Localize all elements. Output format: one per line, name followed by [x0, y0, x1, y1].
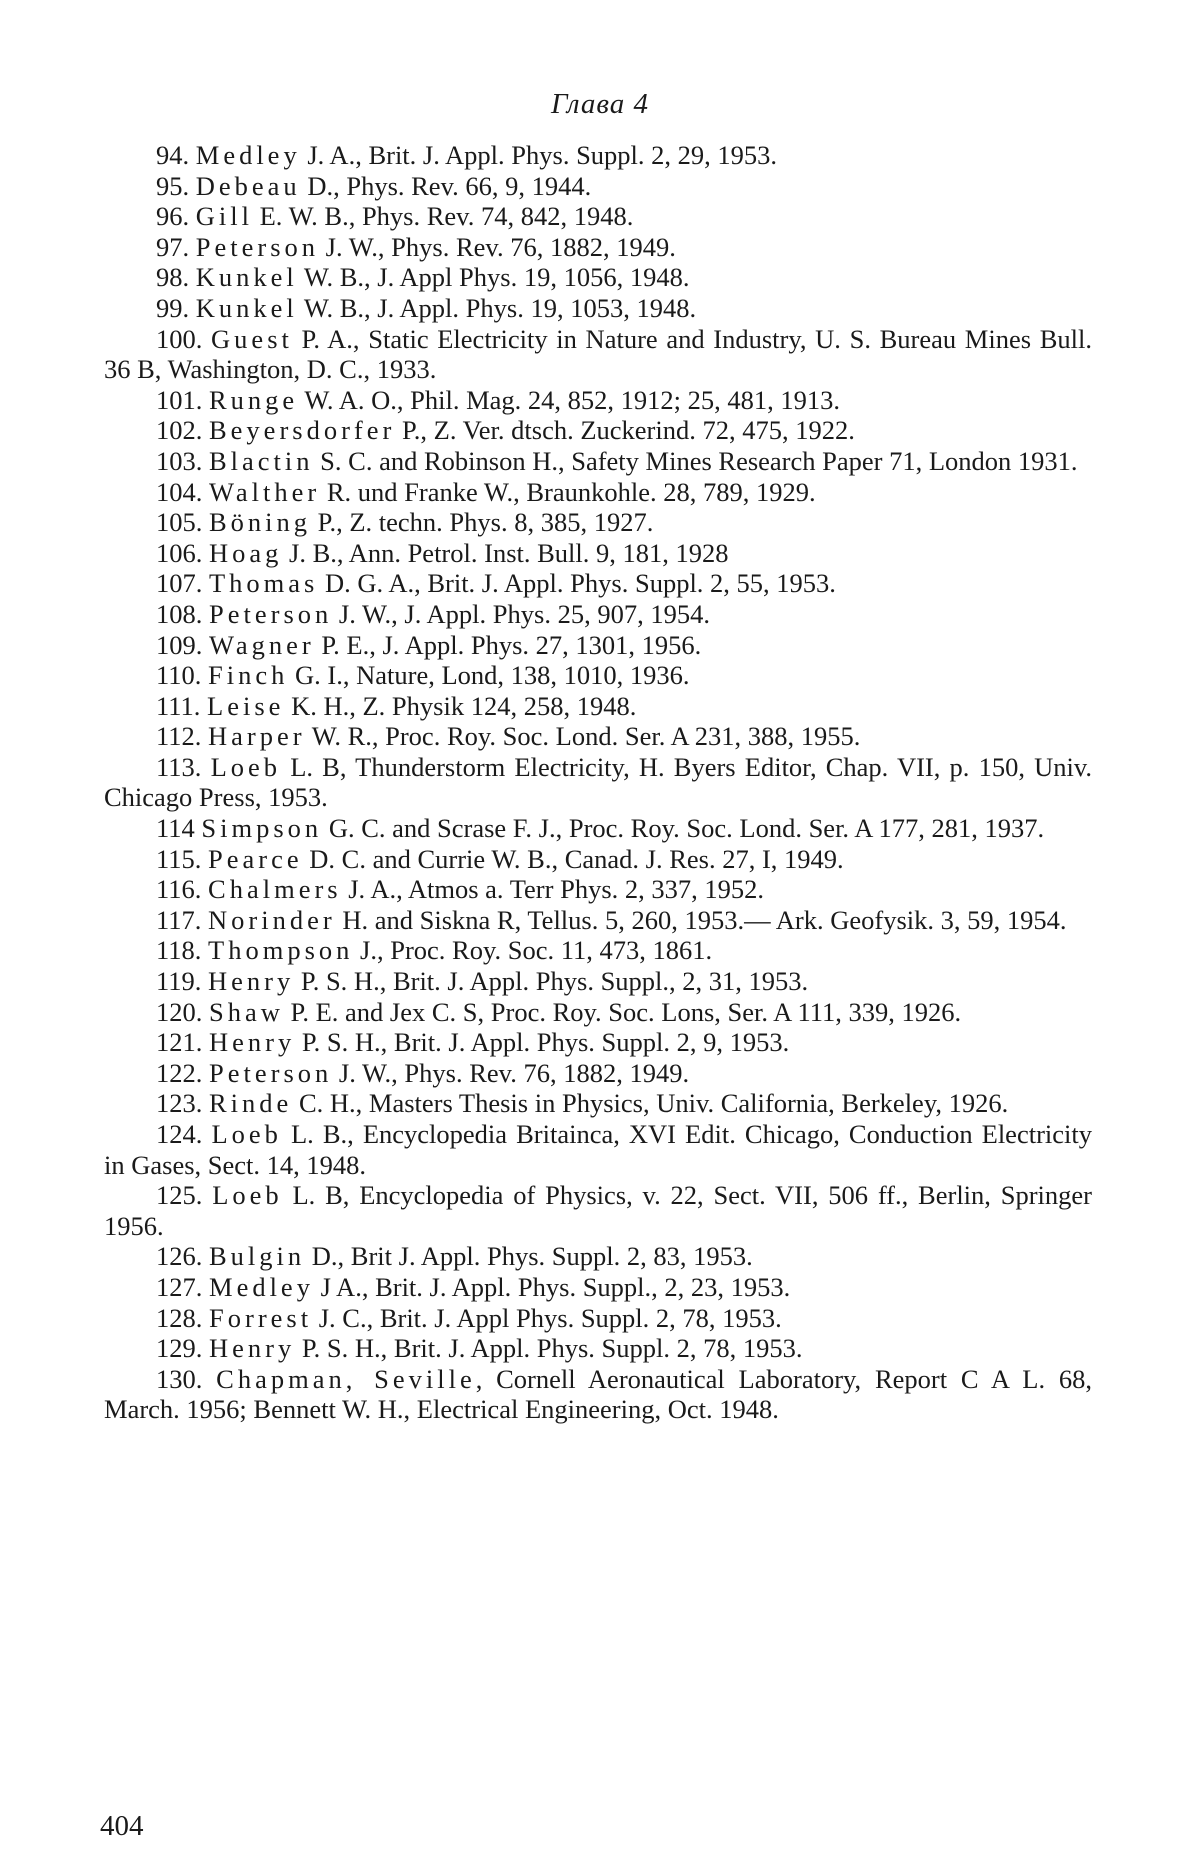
reference-number: 96.	[156, 201, 190, 232]
reference-details: P., Z. Ver. dtsch. Zuckerind. 72, 475, 1922.	[395, 415, 855, 446]
reference-entry	[104, 599, 1092, 630]
reference-author: Forrest	[209, 1302, 313, 1333]
reference-number: 129.	[156, 1333, 203, 1364]
reference-number: 97.	[156, 231, 190, 262]
reference-number: 103.	[156, 445, 203, 476]
reference-details: L. B., Encyclopedia Britainca, XVI Edit. Chicago, Conduction Electricity in Gases, Sect. 14, 1948.	[104, 1119, 1092, 1180]
reference-details: L. B, Encyclopedia of Physics, v. 22, Sect. VII, 506 ff., Berlin, Springer 1956.	[104, 1180, 1093, 1241]
reference-number: 116.	[156, 874, 202, 905]
reference-number: 111.	[156, 690, 201, 721]
reference-number: 109.	[156, 629, 203, 660]
reference-author: Chapman, Seville	[216, 1363, 476, 1394]
reference-number: 106.	[156, 537, 203, 568]
reference-details: W. A. O., Phil. Mag. 24, 852, 1912; 25, 481, 1913.	[298, 384, 841, 415]
reference-number: 127.	[156, 1271, 203, 1302]
reference-details: J. W., Phys. Rev. 76, 1882, 1949.	[319, 231, 676, 262]
reference-number: 114	[156, 813, 195, 844]
reference-author: Shaw	[209, 996, 284, 1027]
reference-entry	[104, 997, 1092, 1028]
reference-entry	[104, 630, 1092, 661]
reference-details: P. A., Static Electricity in Nature and Industry, U. S. Bureau Mines Bull. 36 B, Washington, D. C., 1933.	[104, 323, 1092, 385]
reference-author: Loeb	[212, 1180, 283, 1211]
reference-entry	[104, 660, 1092, 691]
reference-author: Gill	[195, 201, 253, 232]
reference-entry	[104, 232, 1092, 263]
reference-details: D., Brit J. Appl. Phys. Suppl. 2, 83, 1953.	[305, 1241, 753, 1272]
reference-number: 117.	[156, 904, 202, 935]
reference-entry	[104, 293, 1092, 324]
reference-number: 125.	[156, 1180, 203, 1211]
reference-number: 107.	[156, 568, 203, 599]
reference-details: W. R., Proc. Roy. Soc. Lond. Ser. A 231, 388, 1955.	[305, 721, 861, 752]
reference-entry	[104, 1180, 1092, 1241]
reference-author: Bulgin	[209, 1241, 306, 1272]
page-number: 404	[100, 1810, 144, 1842]
reference-number: 101.	[156, 384, 203, 415]
reference-author: Medley	[195, 140, 301, 170]
reference-author: Chalmers	[208, 874, 342, 905]
reference-author: Beyersdorfer	[209, 415, 396, 446]
reference-entry	[104, 201, 1092, 232]
reference-number: 108.	[156, 598, 203, 629]
reference-details: G. C. and Scrase F. J., Proc. Roy. Soc. Lond. Ser. A 177, 281, 1937.	[322, 813, 1045, 844]
reference-author: Norinder	[208, 904, 336, 935]
reference-entry	[104, 538, 1092, 569]
reference-entry	[104, 415, 1092, 446]
reference-entry	[104, 966, 1092, 997]
reference-number: 119.	[156, 966, 202, 997]
reference-entry	[104, 171, 1092, 202]
page-header: Глава 4	[550, 88, 650, 120]
reference-number: 100.	[156, 323, 203, 354]
reference-author: Wagner	[209, 629, 315, 660]
reference-author: Leise	[207, 690, 285, 721]
reference-details: D., Phys. Rev. 66, 9, 1944.	[300, 170, 592, 201]
reference-details: E. W. B., Phys. Rev. 74, 842, 1948.	[252, 201, 634, 232]
reference-details: , Cornell Aeronautical Laboratory, Report C A L. 68, March. 1956; Bennett W. H., Electrical Engineering, Oct. 1948.	[104, 1363, 1092, 1425]
reference-author: Peterson	[209, 598, 333, 629]
reference-details: P. E. and Jex C. S, Proc. Roy. Soc. Lons, Ser. A 111, 339, 1926.	[283, 996, 962, 1027]
reference-number: 112.	[156, 721, 202, 752]
reference-details: P. S. H., Brit. J. Appl. Phys. Suppl. 2, 9, 1953.	[295, 1027, 790, 1058]
reference-details: G. I., Nature, Lond, 138, 1010, 1936.	[288, 660, 690, 691]
reference-author: Kunkel	[195, 262, 298, 293]
reference-entry	[104, 140, 1092, 171]
reference-number: 120.	[156, 996, 203, 1027]
reference-entry	[104, 813, 1092, 844]
reference-author: Peterson	[209, 1057, 333, 1088]
reference-entry	[104, 1364, 1092, 1425]
reference-author: Henry	[208, 966, 295, 997]
reference-details: J. W., J. Appl. Phys. 25, 907, 1954.	[332, 598, 710, 629]
reference-entry	[104, 905, 1092, 936]
reference-details: R. und Franke W., Braunkohle. 28, 789, 1929.	[320, 476, 816, 507]
reference-details: J. B., Ann. Petrol. Inst. Bull. 9, 181, 1928	[282, 537, 729, 568]
reference-details: J. A., Atmos a. Terr Phys. 2, 337, 1952.	[341, 874, 765, 905]
reference-author: Henry	[209, 1027, 296, 1058]
reference-author: Hoag	[209, 537, 283, 568]
reference-entry	[104, 385, 1092, 416]
reference-number: 126.	[156, 1241, 203, 1272]
reference-entry	[104, 721, 1092, 752]
reference-details: K. H., Z. Physik 124, 258, 1948.	[284, 690, 637, 721]
reference-number: 124.	[156, 1119, 203, 1149]
reference-author: Peterson	[195, 231, 320, 262]
reference-entry	[104, 1088, 1092, 1119]
reference-entry	[104, 844, 1092, 875]
reference-details: W. B., J. Appl. Phys. 19, 1053, 1948.	[297, 292, 697, 323]
reference-number: 105.	[156, 507, 203, 538]
reference-entry	[104, 1272, 1092, 1303]
reference-author: Walther	[209, 476, 321, 507]
reference-author: Runge	[209, 384, 299, 415]
reference-number: 121.	[156, 1027, 203, 1058]
reference-details: J A., Brit. J. Appl. Phys. Suppl., 2, 23, 1953.	[313, 1271, 791, 1302]
reference-author: Böning	[209, 507, 312, 538]
reference-details: D. C. and Currie W. B., Canad. J. Res. 27, I, 1949.	[302, 843, 844, 874]
reference-author: Thomas	[209, 568, 319, 599]
reference-entry	[104, 1303, 1092, 1334]
reference-entry	[104, 1027, 1092, 1058]
reference-entry	[104, 446, 1092, 477]
reference-entry	[104, 262, 1092, 293]
reference-number: 113.	[156, 751, 202, 782]
reference-author: Guest	[211, 323, 293, 354]
reference-details: J. W., Phys. Rev. 76, 1882, 1949.	[332, 1057, 690, 1088]
reference-author: Blactin	[209, 445, 314, 476]
reference-entry	[104, 324, 1092, 385]
reference-details: D. G. A., Brit. J. Appl. Phys. Suppl. 2, 55, 1953.	[318, 568, 836, 599]
reference-details: J. A., Brit. J. Appl. Phys. Suppl. 2, 29, 1953.	[300, 140, 778, 170]
reference-entry	[104, 477, 1092, 508]
reference-details: H. and Siskna R, Tellus. 5, 260, 1953.— Ark. Geofysik. 3, 59, 1954.	[335, 904, 1067, 935]
reference-author: Finch	[208, 660, 289, 691]
reference-entry	[104, 935, 1092, 966]
reference-number: 102.	[156, 415, 203, 446]
reference-number: 99.	[156, 292, 190, 323]
reference-author: Debeau	[195, 170, 301, 201]
reference-number: 123.	[156, 1088, 203, 1119]
reference-author: Simpson	[201, 813, 323, 844]
reference-author: Kunkel	[195, 292, 298, 323]
reference-number: 94.	[156, 140, 190, 170]
reference-number: 118.	[156, 935, 202, 966]
reference-details: L. B, Thunderstorm Electricity, H. Byers Editor, Chap. VII, p. 150, Univ. Chicago Press, 1953.	[104, 751, 1093, 813]
reference-entry	[104, 1119, 1092, 1180]
reference-entry	[104, 1333, 1092, 1364]
reference-details: J., Proc. Roy. Soc. 11, 473, 1861.	[353, 935, 713, 966]
reference-number: 122.	[156, 1057, 203, 1088]
reference-number: 98.	[156, 262, 190, 293]
reference-details: P. E., J. Appl. Phys. 27, 1301, 1956.	[314, 629, 702, 660]
reference-entry	[104, 1241, 1092, 1272]
reference-author: Harper	[208, 721, 306, 752]
reference-author: Rinde	[209, 1088, 293, 1119]
reference-details: J. C., Brit. J. Appl Phys. Suppl. 2, 78, 1953.	[312, 1302, 782, 1333]
reference-number: 110.	[156, 660, 202, 691]
reference-number: 128.	[156, 1302, 203, 1333]
reference-author: Thompson	[208, 935, 354, 966]
reference-author: Loeb	[211, 1119, 282, 1149]
reference-author: Henry	[209, 1333, 296, 1364]
reference-entry	[104, 568, 1092, 599]
reference-list	[104, 140, 1092, 1425]
reference-author: Loeb	[210, 751, 282, 782]
reference-number: 95.	[156, 170, 190, 201]
reference-details: P., Z. techn. Phys. 8, 385, 1927.	[311, 507, 654, 538]
reference-entry	[104, 752, 1092, 813]
reference-number: 130.	[156, 1363, 203, 1394]
reference-details: W. B., J. Appl Phys. 19, 1056, 1948.	[297, 262, 690, 293]
reference-details: C. H., Masters Thesis in Physics, Univ. California, Berkeley, 1926.	[292, 1088, 1009, 1119]
reference-author: Medley	[209, 1271, 314, 1302]
reference-details: S. C. and Robinson H., Safety Mines Research Paper 71, London 1931.	[313, 445, 1078, 476]
reference-entry	[104, 507, 1092, 538]
reference-author: Pearce	[208, 843, 303, 874]
reference-entry	[104, 691, 1092, 722]
reference-number: 115.	[156, 843, 202, 874]
reference-entry	[104, 1058, 1092, 1089]
reference-number: 104.	[156, 476, 203, 507]
reference-details: P. S. H., Brit. J. Appl. Phys. Suppl. 2, 78, 1953.	[295, 1333, 803, 1364]
reference-entry	[104, 874, 1092, 905]
reference-details: P. S. H., Brit. J. Appl. Phys. Suppl., 2, 31, 1953.	[294, 966, 809, 997]
